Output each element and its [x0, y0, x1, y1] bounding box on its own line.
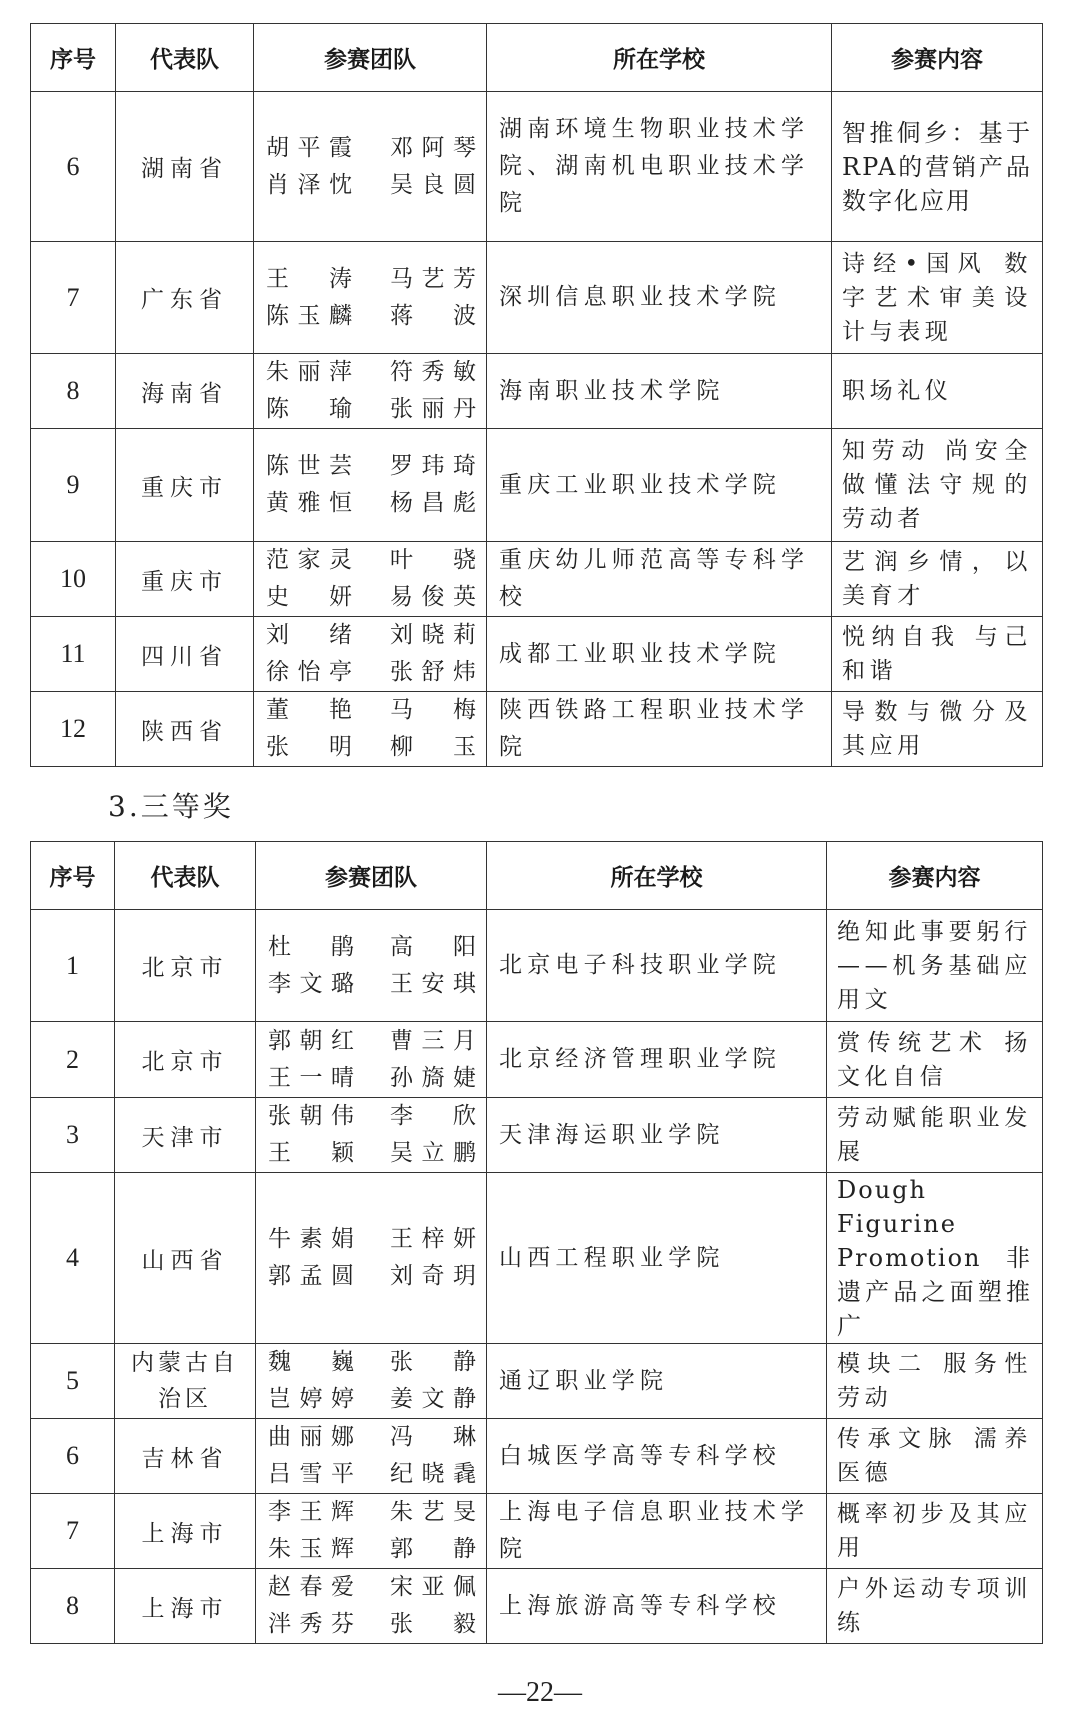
team-region: 上海市	[115, 1569, 256, 1644]
team-members	[256, 1173, 487, 1344]
header-no: 序号	[31, 24, 116, 92]
entry-content: 诗经•国风 数字艺术审美设计与表现	[832, 242, 1043, 354]
table-row	[31, 1419, 1043, 1494]
table-row	[31, 1569, 1043, 1644]
entry-content: 绝知此事要躬行——机务基础应用文	[827, 910, 1043, 1022]
school-name: 山西工程职业学院	[487, 1173, 827, 1344]
entry-content: 劳动赋能职业发展	[827, 1098, 1043, 1173]
school-name: 白城医学高等专科学校	[487, 1419, 827, 1494]
header-no: 序号	[31, 842, 115, 910]
entry-content: 知劳动 尚安全 做懂法守规的劳动者	[832, 429, 1043, 542]
team-region: 陕西省	[116, 692, 254, 767]
member-name: 李 王 辉	[268, 1499, 354, 1525]
member-name: 曲 丽 娜	[268, 1424, 354, 1450]
member-name: 冯 琳	[390, 1424, 476, 1450]
team-members	[254, 92, 487, 242]
table-row	[31, 1098, 1043, 1173]
member-name: 黄 雅 恒	[266, 490, 352, 516]
member-name: 张 舒 炜	[390, 659, 476, 685]
team-region: 山西省	[115, 1173, 256, 1344]
school-name: 通辽职业学院	[487, 1344, 827, 1419]
table-row	[31, 1344, 1043, 1419]
members-line	[268, 1419, 476, 1456]
team-region: 湖南省	[116, 92, 254, 242]
member-name: 李 欣	[390, 1103, 476, 1129]
member-name: 刘 晓 莉	[390, 622, 476, 648]
header-content: 参赛内容	[832, 24, 1043, 92]
row-number: 2	[31, 1022, 115, 1098]
team-members	[254, 617, 487, 692]
members-line	[266, 261, 476, 298]
members-line	[266, 729, 476, 766]
members-line	[268, 1381, 476, 1418]
school-name: 上海旅游高等专科学校	[487, 1569, 827, 1644]
members-line	[266, 130, 476, 167]
member-name: 王 梓 妍	[390, 1226, 476, 1252]
member-name: 刘 奇 玥	[390, 1263, 476, 1289]
row-number: 8	[31, 354, 116, 429]
team-region: 重庆市	[116, 429, 254, 542]
member-name: 易 俊 英	[390, 584, 476, 610]
entry-content: 模块二 服务性劳动	[827, 1344, 1043, 1419]
member-name: 张 明	[266, 734, 352, 760]
entry-content: 户外运动专项训练	[827, 1569, 1043, 1644]
school-name: 天津海运职业学院	[487, 1098, 827, 1173]
team-members	[256, 1098, 487, 1173]
member-name: 魏 巍	[268, 1349, 354, 1375]
table-row	[31, 542, 1043, 617]
row-number: 9	[31, 429, 116, 542]
row-number: 8	[31, 1569, 115, 1644]
member-name: 邓 阿 琴	[390, 134, 476, 161]
entry-content: 赏传统艺术 扬文化自信	[827, 1022, 1043, 1098]
member-name: 牛 素 娟	[268, 1226, 354, 1252]
school-name: 陕西铁路工程职业技术学院	[487, 692, 832, 767]
members-line	[268, 1344, 476, 1381]
table-header-row	[31, 24, 1043, 92]
award-table-third-prize	[30, 841, 1043, 1644]
entry-content: 艺润乡情，以美育才	[832, 542, 1043, 617]
member-name: 杜 鹃	[268, 933, 354, 960]
members-line	[266, 542, 476, 579]
member-name: 杨 昌 彪	[390, 490, 476, 516]
member-name: 朱 丽 萍	[266, 359, 352, 385]
team-members	[256, 1494, 487, 1569]
header-content: 参赛内容	[827, 842, 1043, 910]
member-name: 张 毅	[390, 1611, 476, 1637]
team-members	[256, 1419, 487, 1494]
row-number: 5	[31, 1344, 115, 1419]
school-name: 重庆工业职业技术学院	[487, 429, 832, 542]
team-region: 重庆市	[116, 542, 254, 617]
award-table-second-prize	[30, 23, 1043, 767]
members-line	[266, 167, 476, 204]
school-name: 湖南环境生物职业技术学院、湖南机电职业技术学院	[487, 92, 832, 242]
member-name: 泮 秀 芬	[268, 1611, 354, 1637]
school-name: 上海电子信息职业技术学院	[487, 1494, 827, 1569]
entry-content: 悦纳自我 与己和谐	[832, 617, 1043, 692]
team-region: 北京市	[115, 910, 256, 1022]
members-line	[268, 966, 476, 1003]
members-line	[268, 1531, 476, 1568]
members-line	[268, 1135, 476, 1172]
table-row	[31, 354, 1043, 429]
school-name: 成都工业职业技术学院	[487, 617, 832, 692]
members-line	[266, 654, 476, 691]
member-name: 王 一 晴	[268, 1064, 354, 1091]
member-name: 姜 文 静	[390, 1386, 476, 1412]
member-name: 宋 亚 佩	[390, 1574, 476, 1600]
school-name: 重庆幼儿师范高等专科学校	[487, 542, 832, 617]
header-school: 所在学校	[487, 24, 832, 92]
member-name: 徐 怡 亭	[266, 659, 352, 685]
members-line	[268, 1060, 476, 1097]
members-line	[268, 1221, 476, 1258]
member-name: 柳 玉	[390, 734, 476, 760]
member-name: 蒋 波	[390, 302, 476, 329]
member-name: 王 涛	[266, 265, 352, 292]
school-name: 北京电子科技职业学院	[487, 910, 827, 1022]
header-school: 所在学校	[487, 842, 827, 910]
entry-content: 传承文脉 濡养医德	[827, 1419, 1043, 1494]
member-name: 赵 春 爱	[268, 1574, 354, 1600]
row-number: 7	[31, 1494, 115, 1569]
table-row	[31, 692, 1043, 767]
row-number: 4	[31, 1173, 115, 1344]
member-name: 张 静	[390, 1349, 476, 1375]
team-region: 内蒙古自治区	[115, 1344, 256, 1419]
school-name: 北京经济管理职业学院	[487, 1022, 827, 1098]
team-region: 吉林省	[115, 1419, 256, 1494]
member-name: 胡 平 霞	[266, 134, 352, 161]
member-name: 曹 三 月	[390, 1027, 476, 1054]
member-name: 朱 玉 辉	[268, 1536, 354, 1562]
row-number: 12	[31, 692, 116, 767]
member-name: 郭 孟 圆	[268, 1263, 354, 1289]
members-line	[266, 485, 476, 522]
member-name: 叶 骁	[390, 547, 476, 573]
team-members	[256, 1022, 487, 1098]
member-name: 纪 晓 毳	[390, 1461, 476, 1487]
table-row	[31, 1494, 1043, 1569]
member-name: 史 妍	[266, 584, 352, 610]
member-name: 郭 朝 红	[268, 1027, 354, 1054]
member-name: 罗 玮 琦	[390, 453, 476, 479]
member-name: 肖 泽 忱	[266, 171, 352, 198]
members-line	[268, 1456, 476, 1493]
members-line	[268, 929, 476, 966]
section-heading-third-prize: 3.三等奖	[108, 790, 234, 823]
team-members	[256, 1344, 487, 1419]
header-members: 参赛团队	[256, 842, 487, 910]
entry-content: 智推侗乡：基于RPA的营销产品数字化应用	[832, 92, 1043, 242]
members-line	[268, 1023, 476, 1060]
member-name: 范 家 灵	[266, 547, 352, 573]
team-members	[254, 542, 487, 617]
members-line	[268, 1606, 476, 1643]
team-region: 四川省	[116, 617, 254, 692]
member-name: 刘 绪	[266, 622, 352, 648]
member-name: 张 丽 丹	[390, 396, 476, 422]
member-name: 郭 静	[390, 1536, 476, 1562]
member-name: 符 秀 敏	[390, 359, 476, 385]
member-name: 吴 立 鹏	[390, 1140, 476, 1166]
member-name: 王 颖	[268, 1140, 354, 1166]
row-number: 7	[31, 242, 116, 354]
team-members	[256, 1569, 487, 1644]
row-number: 6	[31, 1419, 115, 1494]
members-line	[268, 1569, 476, 1606]
team-region: 上海市	[115, 1494, 256, 1569]
team-members	[254, 242, 487, 354]
member-name: 陈 玉 麟	[266, 302, 352, 329]
members-line	[266, 298, 476, 335]
team-region: 北京市	[115, 1022, 256, 1098]
member-name: 马 艺 芳	[390, 265, 476, 292]
row-number: 1	[31, 910, 115, 1022]
member-name: 岂 婷 婷	[268, 1386, 354, 1412]
members-line	[266, 617, 476, 654]
member-name: 王 安 琪	[390, 970, 476, 997]
members-line	[266, 579, 476, 616]
members-line	[268, 1258, 476, 1295]
row-number: 3	[31, 1098, 115, 1173]
member-name: 李 文 璐	[268, 970, 354, 997]
member-name: 孙 旖 婕	[390, 1064, 476, 1091]
entry-content: 职场礼仪	[832, 354, 1043, 429]
table-header-row	[31, 842, 1043, 910]
member-name: 陈 瑜	[266, 396, 352, 422]
school-name: 海南职业技术学院	[487, 354, 832, 429]
row-number: 6	[31, 92, 116, 242]
school-name: 深圳信息职业技术学院	[487, 242, 832, 354]
table-row	[31, 242, 1043, 354]
member-name: 张 朝 伟	[268, 1103, 354, 1129]
table-row	[31, 1173, 1043, 1344]
members-line	[268, 1494, 476, 1531]
member-name: 朱 艺 旻	[390, 1499, 476, 1525]
entry-content: Dough Figurine Promotion 非遗产品之面塑推广	[827, 1173, 1043, 1344]
members-line	[266, 354, 476, 391]
table-row	[31, 910, 1043, 1022]
member-name: 陈 世 芸	[266, 453, 352, 479]
row-number: 11	[31, 617, 116, 692]
team-members	[254, 354, 487, 429]
member-name: 董 艳	[266, 697, 352, 723]
members-line	[266, 448, 476, 485]
row-number: 10	[31, 542, 116, 617]
table-row	[31, 429, 1043, 542]
member-name: 马 梅	[390, 697, 476, 723]
members-line	[268, 1098, 476, 1135]
header-members: 参赛团队	[254, 24, 487, 92]
members-line	[266, 692, 476, 729]
member-name: 吴 良 圆	[390, 171, 476, 198]
table-row	[31, 92, 1043, 242]
entry-content: 概率初步及其应用	[827, 1494, 1043, 1569]
members-line	[266, 391, 476, 428]
team-members	[254, 692, 487, 767]
table-row	[31, 1022, 1043, 1098]
page-number: —22—	[498, 1677, 582, 1708]
member-name: 吕 雪 平	[268, 1461, 354, 1487]
header-team: 代表队	[115, 842, 256, 910]
team-region: 广东省	[116, 242, 254, 354]
team-members	[254, 429, 487, 542]
team-region: 海南省	[116, 354, 254, 429]
entry-content: 导数与微分及其应用	[832, 692, 1043, 767]
team-members	[256, 910, 487, 1022]
member-name: 高 阳	[390, 933, 476, 960]
team-region: 天津市	[115, 1098, 256, 1173]
header-team: 代表队	[116, 24, 254, 92]
table-row	[31, 617, 1043, 692]
